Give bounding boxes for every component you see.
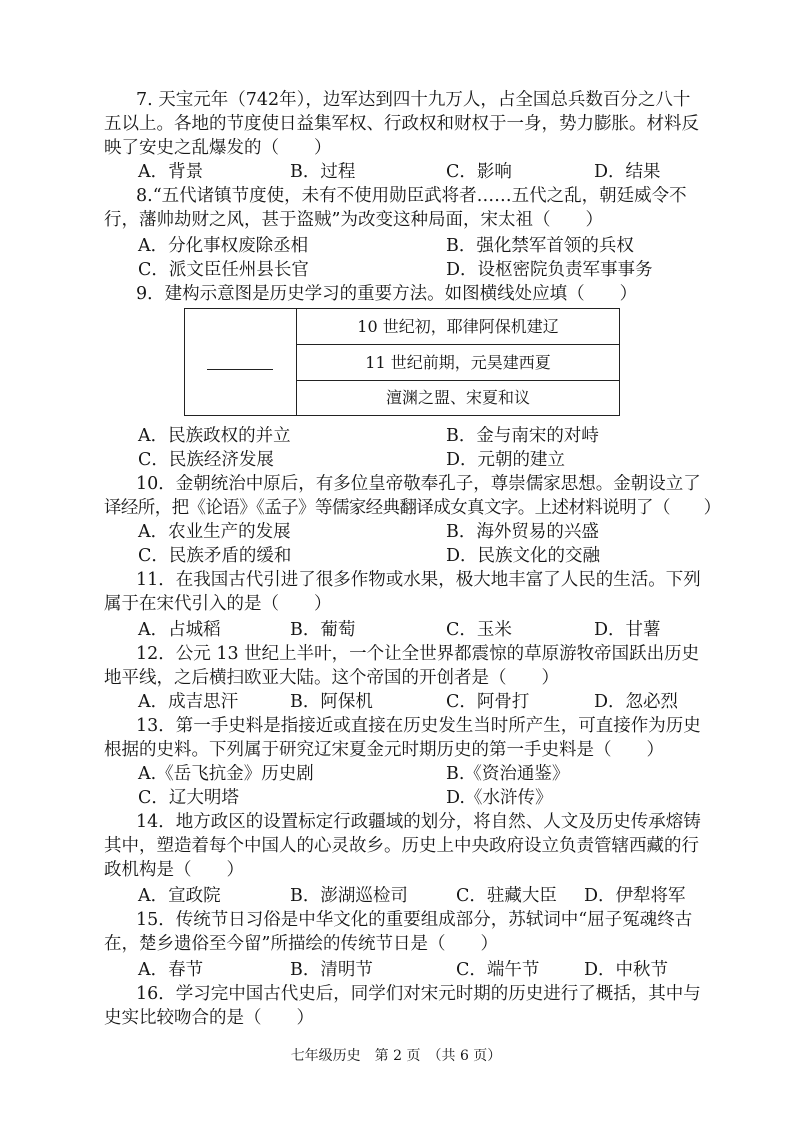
question-16-line-1: 16．学习完中国古代史后，同学们对宋元时期的历史进行了概括，其中与 (136, 984, 701, 1004)
question-12-line-2: 地平线，之后横扫欧亚大陆。这个帝国的开创者是（ ） (104, 668, 559, 688)
question-14-line-3: 政机构是（ ） (104, 860, 244, 880)
question-11-line-2: 属于在宋代引入的是（ ） (104, 594, 332, 614)
question-16-line-2: 史实比较吻合的是（ ） (104, 1008, 314, 1028)
question-8-option-c: C．派文臣任州县长官 (138, 260, 309, 280)
question-14-line-1: 14．地方政区的设置标定行政疆域的划分，将自然、人文及历史传承熔铸 (136, 812, 701, 832)
question-14-line-2: 其中，塑造着每个中国人的心灵故乡。历史上中央政府设立负责管辖西藏的行 (104, 836, 699, 856)
question-12-option-c: C．阿骨打 (446, 692, 530, 712)
diagram-row-3: 澶渊之盟、宋夏和议 (385, 388, 530, 407)
question-15-option-b: B．清明节 (290, 960, 373, 980)
question-14-option-b: B．澎湖巡检司 (290, 886, 408, 906)
question-10-option-c: C．民族矛盾的缓和 (138, 546, 292, 566)
question-7-line-1: 7. 天宝元年（742年），边军达到四十九万人，占全国总兵数百分之八十 (136, 90, 691, 110)
question-7-option-a: A．背景 (138, 162, 204, 182)
page-footer: 七年级历史 第 2 页 （共 6 页） (290, 1048, 502, 1064)
diagram-row-1: 10 世纪初，耶律阿保机建辽 (297, 309, 619, 345)
question-7-option-d: D．结果 (594, 162, 661, 182)
question-12-option-d: D．忽必烈 (594, 692, 679, 712)
question-9-option-d: D．元朝的建立 (446, 450, 566, 470)
question-14-option-d: D．伊犁将军 (584, 886, 686, 906)
question-8-option-a: A．分化事权废除丞相 (138, 236, 309, 256)
question-13-line-1: 13．第一手史料是指接近或直接在历史发生当时所产生，可直接作为历史 (136, 716, 701, 736)
question-13-option-b: B.《资治通鉴》 (446, 764, 570, 784)
question-9-structure-diagram (184, 308, 620, 416)
question-14-option-c: C．驻藏大臣 (456, 886, 557, 906)
diagram-blank-cell (185, 309, 297, 415)
question-7-line-3: 映了安史之乱爆发的（ ） (104, 138, 332, 158)
question-10-option-a: A．农业生产的发展 (138, 522, 291, 542)
question-9-option-b: B．金与南宋的对峙 (446, 426, 599, 446)
question-9-option-c: C．民族经济发展 (138, 450, 274, 470)
question-12-line-1: 12．公元 13 世纪上半叶，一个让全世界都震惊的草原游牧帝国跃出历史 (136, 644, 700, 664)
question-10-line-2: 译经所，把《论语》《孟子》等儒家经典翻译成女真文字。上述材料说明了（ ） (104, 498, 721, 518)
question-8-line-2: 行，藩帅劫财之风，甚于盗贼”为改变这种局面，宋太祖（ ） (104, 210, 603, 230)
question-12-option-a: A．成吉思汗 (138, 692, 239, 712)
question-13-option-c: C．辽大明塔 (138, 788, 239, 808)
question-11-option-d: D．甘薯 (594, 620, 661, 640)
question-8-option-d: D．设枢密院负责军事事务 (446, 260, 653, 280)
diagram-fill-blank-line (207, 369, 273, 370)
question-11-option-a: A．占城稻 (138, 620, 221, 640)
question-10-line-1: 10．金朝统治中原后，有多位皇帝敬奉孔子，尊崇儒家思想。金朝设立了 (136, 474, 701, 494)
question-10-option-d: D．民族文化的交融 (446, 546, 601, 566)
question-13-line-2: 根据的史料。下列属于研究辽宋夏金元时期历史的第一手史料是（ ） (104, 740, 664, 760)
question-14-option-a: A．宣政院 (138, 886, 221, 906)
question-11-option-c: C．玉米 (446, 620, 512, 640)
question-15-option-c: C．端午节 (456, 960, 540, 980)
question-13-option-a: A.《岳飞抗金》历史剧 (138, 764, 314, 784)
question-11-line-1: 11．在我国古代引进了很多作物或水果，极大地丰富了人民的生活。下列 (136, 570, 701, 590)
diagram-row-2: 11 世纪前期，元昊建西夏 (297, 345, 619, 381)
question-15-option-d: D．中秋节 (584, 960, 669, 980)
question-7-line-2: 五以上。各地的节度使日益集军权、行政权和财权于一身，势力膨胀。材料反 (104, 114, 699, 134)
question-9-line-1: 9．建构示意图是历史学习的重要方法。如图横线处应填（ ） (136, 284, 638, 304)
question-7-option-b: B．过程 (290, 162, 356, 182)
question-7-option-c: C．影响 (446, 162, 512, 182)
question-15-line-1: 15．传统节日习俗是中华文化的重要组成部分，苏轼词中“屈子冤魂终古 (136, 910, 693, 930)
question-10-option-b: B．海外贸易的兴盛 (446, 522, 599, 542)
question-12-option-b: B．阿保机 (290, 692, 373, 712)
question-8-option-b: B．强化禁军首领的兵权 (446, 236, 634, 256)
question-13-option-d: D.《水浒传》 (446, 788, 553, 808)
question-11-option-b: B．葡萄 (290, 620, 356, 640)
question-8-line-1: 8.“五代诸镇节度使，未有不使用勋臣武将者……五代之乱，朝廷威令不 (136, 186, 687, 206)
question-9-option-a: A．民族政权的并立 (138, 426, 291, 446)
question-15-line-2: 在，楚乡遗俗至今留”所描绘的传统节日是（ ） (104, 934, 498, 954)
question-15-option-a: A．春节 (138, 960, 204, 980)
